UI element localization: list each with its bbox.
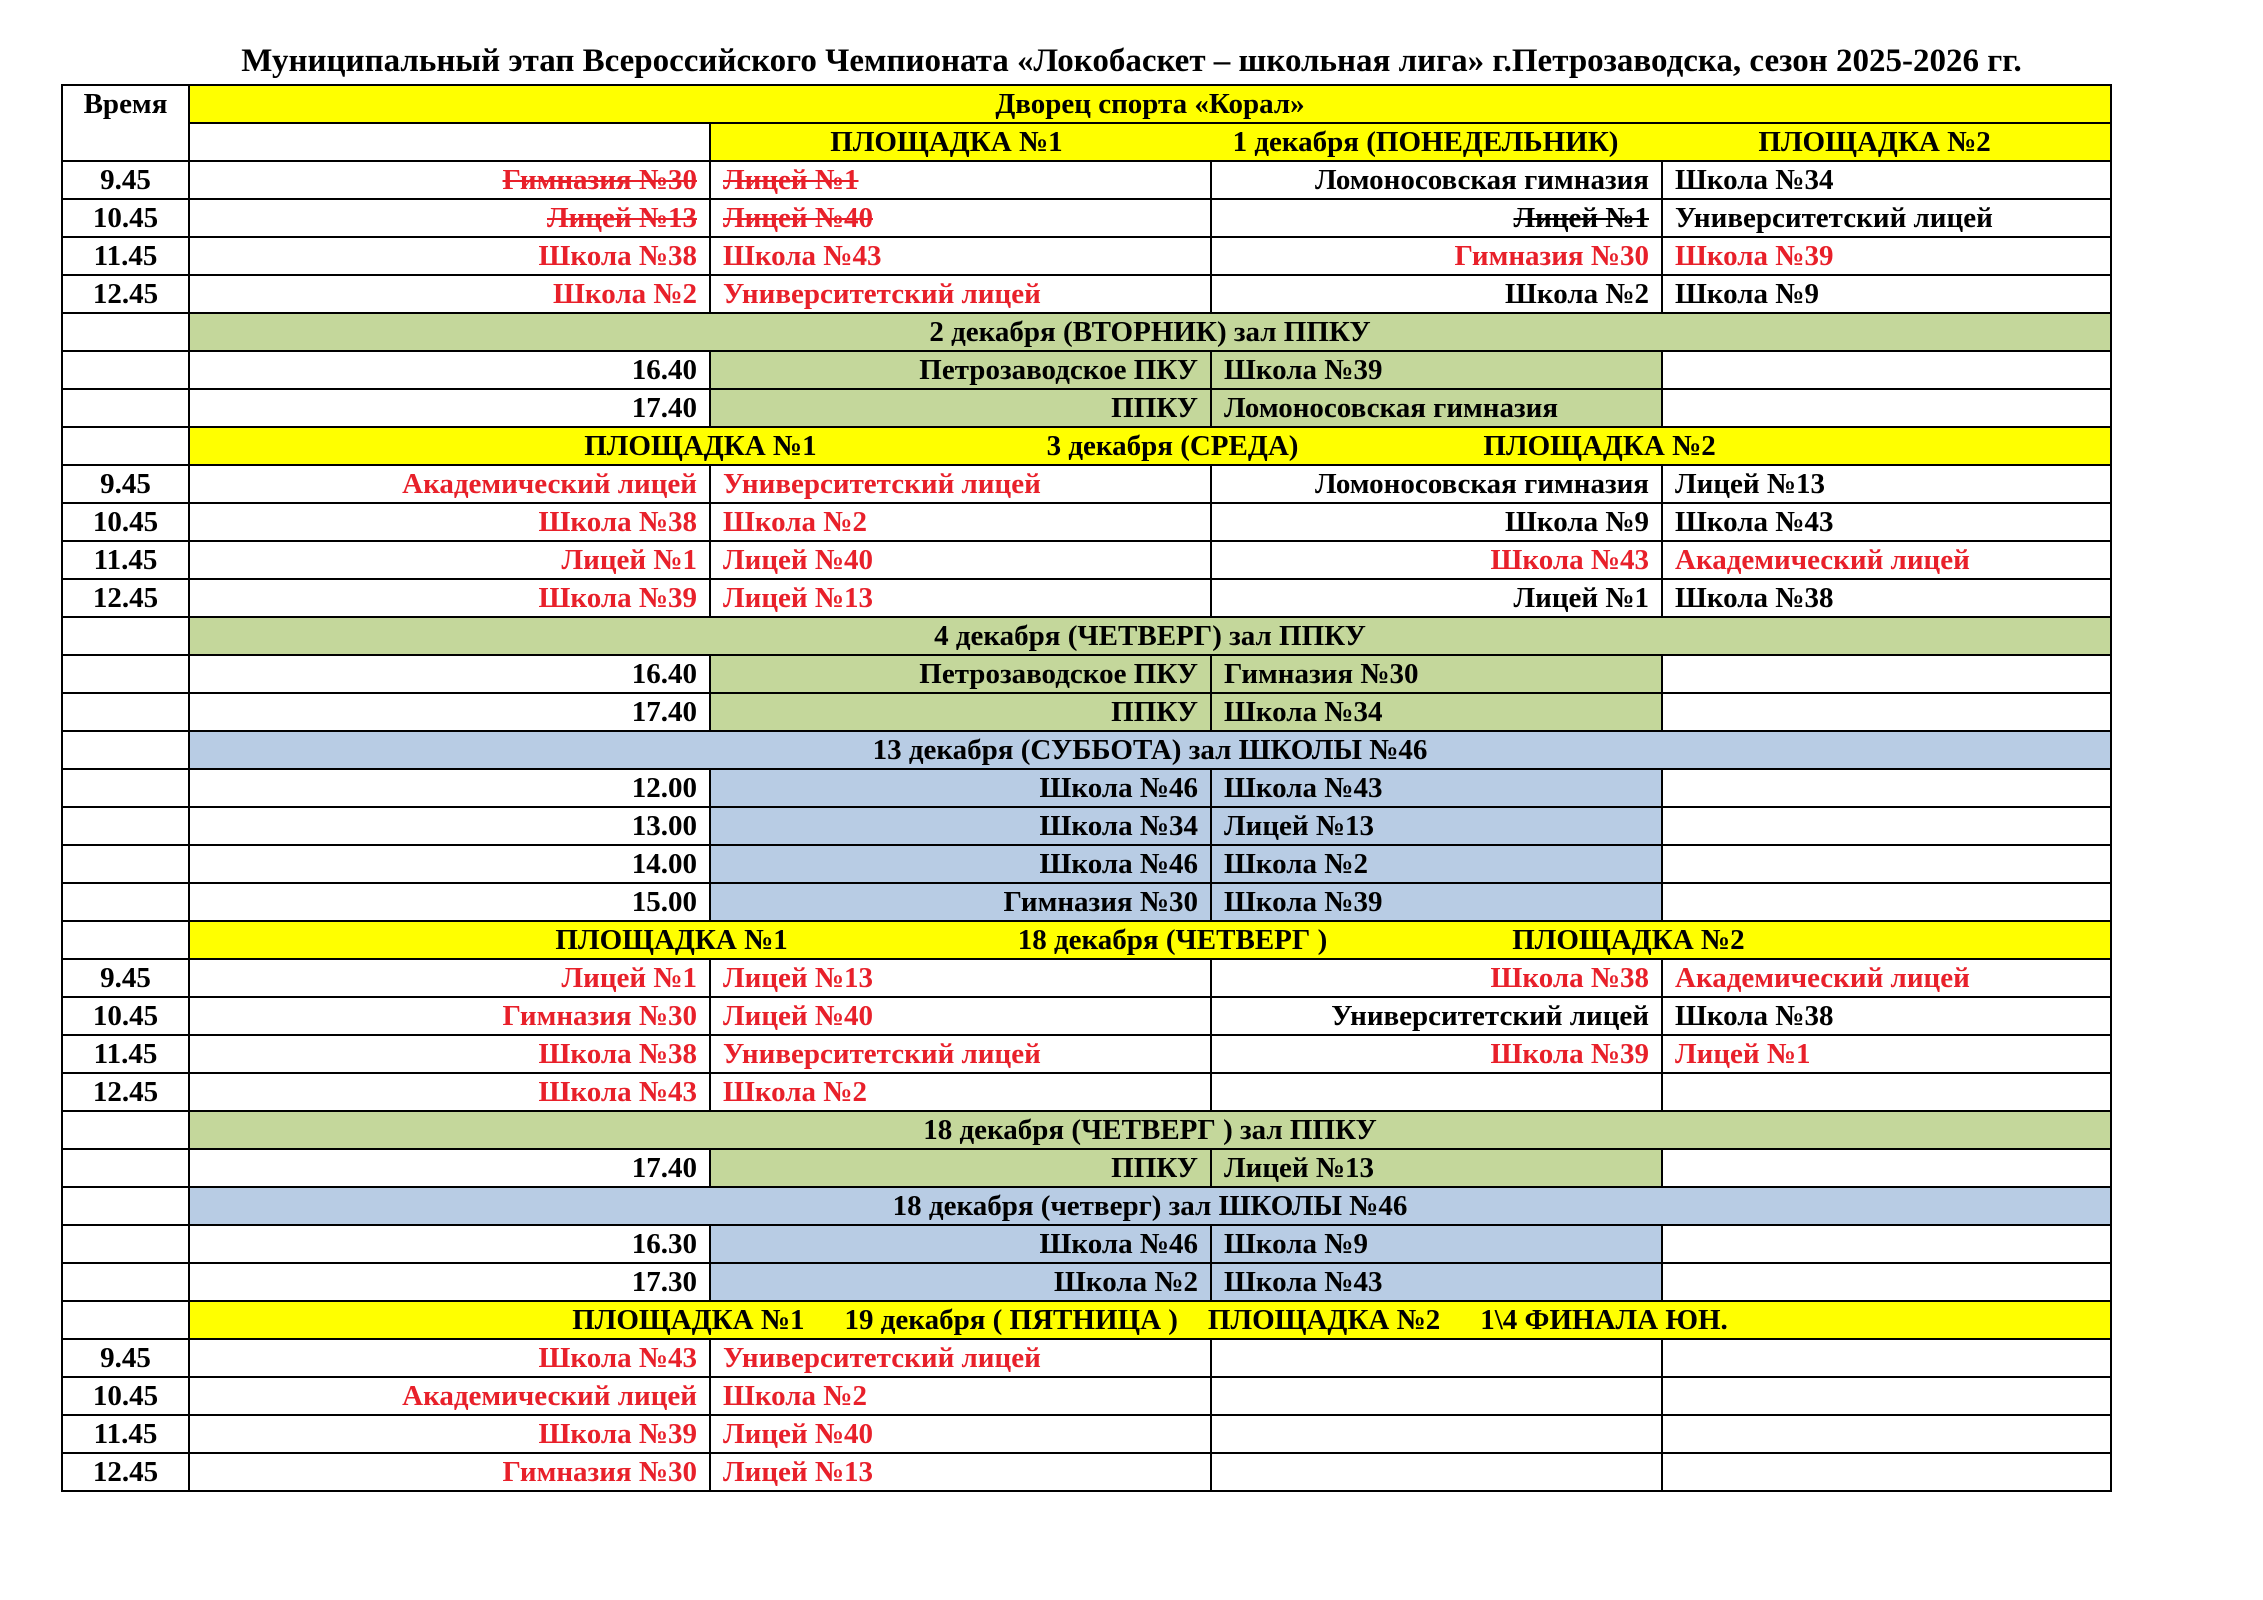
away-team: Школа №43 (1211, 769, 1662, 807)
court-2-home-team: Лицей №1 (1211, 579, 1662, 617)
game-row (62, 389, 2111, 427)
empty-cell (1662, 807, 2111, 845)
header-row-venue (62, 85, 2111, 123)
court-header-line (723, 124, 2098, 160)
schedule-body (62, 85, 2111, 1491)
game-time: 12.00 (189, 769, 710, 807)
court-1-away-team: Лицей №13 (710, 1453, 1211, 1491)
court-2-home-team: Ломоносовская гимназия (1211, 465, 1662, 503)
game-row (62, 997, 2111, 1035)
court-1-away-team: Университетский лицей (710, 275, 1211, 313)
court-header-line (202, 1302, 2098, 1338)
game-time: 10.45 (62, 1377, 189, 1415)
time-cell-empty (62, 921, 189, 959)
court-1-home-team: Школа №38 (189, 237, 710, 275)
empty-cell (1662, 1263, 2111, 1301)
home-team: Петрозаводское ПКУ (710, 351, 1211, 389)
court-header (189, 921, 2111, 959)
game-time: 11.45 (62, 1035, 189, 1073)
home-team: ППКУ (710, 389, 1211, 427)
time-cell-empty (62, 617, 189, 655)
court-1-away-team: Университетский лицей (710, 465, 1211, 503)
away-team: Лицей №13 (1211, 1149, 1662, 1187)
court-1-home-team: Лицей №1 (189, 541, 710, 579)
court-1-away-team: Лицей №40 (710, 541, 1211, 579)
court-header-line (202, 428, 2098, 464)
court-2-home-team (1211, 1453, 1662, 1491)
game-time: 14.00 (189, 845, 710, 883)
round-note-label: 1\4 ФИНАЛА ЮН. (1480, 1304, 1728, 1336)
time-cell-empty (62, 351, 189, 389)
home-team: Гимназия №30 (710, 883, 1211, 921)
game-row (62, 275, 2111, 313)
court-2-away-team (1662, 1453, 2111, 1491)
court-1-home-team: Школа №43 (189, 1073, 710, 1111)
away-team: Школа №43 (1211, 1263, 1662, 1301)
venue-header: Дворец спорта «Корал» (189, 85, 2111, 123)
court-2-away-team: Академический лицей (1662, 959, 2111, 997)
time-cell-empty (62, 1225, 189, 1263)
empty-cell (1662, 389, 2111, 427)
court-1-home-team: Лицей №13 (189, 199, 710, 237)
game-time: 17.40 (189, 389, 710, 427)
game-time: 17.30 (189, 1263, 710, 1301)
court-1-home-team: Школа №39 (189, 579, 710, 617)
court-2-label: ПЛОЩАДКА №2 (1207, 1304, 1441, 1336)
court-1-away-team: Университетский лицей (710, 1035, 1211, 1073)
time-cell-empty (62, 427, 189, 465)
game-time: 11.45 (62, 541, 189, 579)
court-2-home-team (1211, 1415, 1662, 1453)
game-row (62, 769, 2111, 807)
game-time: 9.45 (62, 161, 189, 199)
game-time: 12.45 (62, 1453, 189, 1491)
court-1-away-team: Лицей №40 (710, 1415, 1211, 1453)
game-time: 10.45 (62, 503, 189, 541)
court-2-away-team: Школа №39 (1662, 237, 2111, 275)
day-date-label: 1 декабря (ПОНЕДЕЛЬНИК) (1232, 126, 1619, 158)
away-team: Гимназия №30 (1211, 655, 1662, 693)
court-2-home-team: Школа №38 (1211, 959, 1662, 997)
court-2-away-team: Университетский лицей (1662, 199, 2111, 237)
court-1-away-team: Лицей №40 (710, 997, 1211, 1035)
game-row (62, 883, 2111, 921)
court-header-line (202, 922, 2098, 958)
hall-day-header: 18 декабря (ЧЕТВЕРГ ) зал ППКУ (189, 1111, 2111, 1149)
court-1-home-team: Школа №38 (189, 1035, 710, 1073)
game-row (62, 1377, 2111, 1415)
court-1-home-team: Школа №2 (189, 275, 710, 313)
court-2-away-team (1662, 1073, 2111, 1111)
game-row (62, 959, 2111, 997)
home-team: Петрозаводское ПКУ (710, 655, 1211, 693)
court-2-home-team: Университетский лицей (1211, 997, 1662, 1035)
empty-cell (1662, 1225, 2111, 1263)
court-1-label: ПЛОЩАДКА №1 (830, 126, 1063, 158)
court-2-away-team: Школа №9 (1662, 275, 2111, 313)
day-date-label: 18 декабря (ЧЕТВЕРГ ) (1017, 924, 1328, 956)
home-team: Школа №46 (710, 845, 1211, 883)
court-2-home-team: Лицей №1 (1211, 199, 1662, 237)
game-time: 9.45 (62, 465, 189, 503)
empty-cell (1662, 351, 2111, 389)
hall-day-header: 18 декабря (четверг) зал ШКОЛЫ №46 (189, 1187, 2111, 1225)
court-2-home-team (1211, 1073, 1662, 1111)
court-2-home-team: Школа №43 (1211, 541, 1662, 579)
court-1-label: ПЛОЩАДКА №1 (584, 430, 817, 462)
game-time: 9.45 (62, 959, 189, 997)
empty-cell (1662, 1149, 2111, 1187)
court-header (189, 427, 2111, 465)
time-cell-empty (62, 1111, 189, 1149)
court-2-away-team: Школа №38 (1662, 997, 2111, 1035)
court-1-away-team: Лицей №13 (710, 579, 1211, 617)
away-team: Школа №39 (1211, 351, 1662, 389)
court-1-away-team: Лицей №40 (710, 199, 1211, 237)
court-header-row (62, 123, 2111, 161)
time-column-header: Время (62, 85, 189, 161)
court-2-home-team: Ломоносовская гимназия (1211, 161, 1662, 199)
time-cell-empty (62, 769, 189, 807)
empty-cell (1662, 845, 2111, 883)
time-cell-empty (62, 313, 189, 351)
game-time: 11.45 (62, 1415, 189, 1453)
time-cell-empty (62, 693, 189, 731)
game-time: 16.40 (189, 655, 710, 693)
empty-cell (1662, 883, 2111, 921)
game-row (62, 465, 2111, 503)
court-1-away-team: Школа №2 (710, 1377, 1211, 1415)
game-time: 12.45 (62, 275, 189, 313)
hall-day-header: 4 декабря (ЧЕТВЕРГ) зал ППКУ (189, 617, 2111, 655)
time-cell-empty (62, 883, 189, 921)
game-row (62, 655, 2111, 693)
home-team: Школа №46 (710, 769, 1211, 807)
court-1-home-team: Школа №43 (189, 1339, 710, 1377)
court-header-row (62, 1301, 2111, 1339)
court-2-home-team (1211, 1339, 1662, 1377)
game-time: 12.45 (62, 1073, 189, 1111)
court-1-home-team: Школа №38 (189, 503, 710, 541)
court-2-label: ПЛОЩАДКА №2 (1758, 126, 1991, 158)
time-cell-empty (189, 123, 710, 161)
court-2-away-team: Школа №38 (1662, 579, 2111, 617)
schedule-table (61, 84, 2112, 1492)
away-team: Ломоносовская гимназия (1211, 389, 1662, 427)
game-time: 10.45 (62, 199, 189, 237)
court-2-away-team: Школа №34 (1662, 161, 2111, 199)
game-row (62, 1225, 2111, 1263)
home-team: Школа №46 (710, 1225, 1211, 1263)
home-team: ППКУ (710, 1149, 1211, 1187)
court-1-home-team: Академический лицей (189, 1377, 710, 1415)
away-team: Лицей №13 (1211, 807, 1662, 845)
hall-day-header: 2 декабря (ВТОРНИК) зал ППКУ (189, 313, 2111, 351)
court-1-home-team: Лицей №1 (189, 959, 710, 997)
court-1-home-team: Гимназия №30 (189, 161, 710, 199)
court-header (189, 1301, 2111, 1339)
game-row (62, 845, 2111, 883)
game-time: 9.45 (62, 1339, 189, 1377)
court-1-away-team: Лицей №13 (710, 959, 1211, 997)
time-cell-empty (62, 731, 189, 769)
home-team: Школа №34 (710, 807, 1211, 845)
document-title: Муниципальный этап Всероссийского Чемпионата «Локобаскет – школьная лига» г.Петрозаводска, сезон 2025-2026 гг. (241, 43, 2022, 79)
court-1-away-team: Университетский лицей (710, 1339, 1211, 1377)
empty-cell (1662, 769, 2111, 807)
court-2-away-team: Академический лицей (1662, 541, 2111, 579)
game-row (62, 503, 2111, 541)
court-2-home-team: Гимназия №30 (1211, 237, 1662, 275)
home-team: Школа №2 (710, 1263, 1211, 1301)
hall-header-row (62, 617, 2111, 655)
away-team: Школа №9 (1211, 1225, 1662, 1263)
hall-header-row (62, 1187, 2111, 1225)
time-cell-empty (62, 807, 189, 845)
game-time: 15.00 (189, 883, 710, 921)
game-time: 16.40 (189, 351, 710, 389)
day-date-label: 3 декабря (СРЕДА) (1046, 430, 1299, 462)
hall-header-row (62, 313, 2111, 351)
game-row (62, 237, 2111, 275)
game-row (62, 199, 2111, 237)
time-cell-empty (62, 655, 189, 693)
court-1-label: ПЛОЩАДКА №1 (572, 1304, 805, 1336)
hall-header-row (62, 731, 2111, 769)
court-header-row (62, 921, 2111, 959)
time-cell-empty (62, 1263, 189, 1301)
game-row (62, 807, 2111, 845)
game-time: 12.45 (62, 579, 189, 617)
game-row (62, 1073, 2111, 1111)
court-2-away-team (1662, 1339, 2111, 1377)
hall-day-header: 13 декабря (СУББОТА) зал ШКОЛЫ №46 (189, 731, 2111, 769)
game-row (62, 351, 2111, 389)
court-2-home-team (1211, 1377, 1662, 1415)
game-time: 17.40 (189, 693, 710, 731)
game-row (62, 1263, 2111, 1301)
court-1-away-team: Школа №2 (710, 1073, 1211, 1111)
hall-header-row (62, 1111, 2111, 1149)
court-2-label: ПЛОЩАДКА №2 (1483, 430, 1716, 462)
away-team: Школа №34 (1211, 693, 1662, 731)
court-1-away-team: Школа №43 (710, 237, 1211, 275)
court-2-away-team: Лицей №1 (1662, 1035, 2111, 1073)
game-row (62, 541, 2111, 579)
game-row (62, 1339, 2111, 1377)
court-header-row (62, 427, 2111, 465)
court-2-home-team: Школа №2 (1211, 275, 1662, 313)
game-time: 10.45 (62, 997, 189, 1035)
court-2-label: ПЛОЩАДКА №2 (1512, 924, 1745, 956)
game-row (62, 1453, 2111, 1491)
time-cell-empty (62, 1301, 189, 1339)
court-2-away-team (1662, 1415, 2111, 1453)
court-1-away-team: Лицей №1 (710, 161, 1211, 199)
day-date-label: 19 декабря ( ПЯТНИЦА ) (844, 1304, 1178, 1336)
court-2-away-team (1662, 1377, 2111, 1415)
time-cell-empty (62, 845, 189, 883)
empty-cell (1662, 655, 2111, 693)
time-cell-empty (62, 389, 189, 427)
home-team: ППКУ (710, 693, 1211, 731)
game-row (62, 161, 2111, 199)
game-time: 17.40 (189, 1149, 710, 1187)
court-2-home-team: Школа №9 (1211, 503, 1662, 541)
court-1-label: ПЛОЩАДКА №1 (555, 924, 788, 956)
court-1-home-team: Гимназия №30 (189, 997, 710, 1035)
court-1-away-team: Школа №2 (710, 503, 1211, 541)
court-2-away-team: Школа №43 (1662, 503, 2111, 541)
game-row (62, 579, 2111, 617)
time-cell-empty (62, 1187, 189, 1225)
court-2-home-team: Школа №39 (1211, 1035, 1662, 1073)
game-row (62, 1149, 2111, 1187)
game-time: 13.00 (189, 807, 710, 845)
empty-cell (1662, 693, 2111, 731)
away-team: Школа №2 (1211, 845, 1662, 883)
away-team: Школа №39 (1211, 883, 1662, 921)
game-time: 16.30 (189, 1225, 710, 1263)
court-2-away-team: Лицей №13 (1662, 465, 2111, 503)
game-row (62, 693, 2111, 731)
game-row (62, 1415, 2111, 1453)
court-1-home-team: Школа №39 (189, 1415, 710, 1453)
court-1-home-team: Гимназия №30 (189, 1453, 710, 1491)
game-time: 11.45 (62, 237, 189, 275)
game-row (62, 1035, 2111, 1073)
time-cell-empty (62, 1149, 189, 1187)
court-1-home-team: Академический лицей (189, 465, 710, 503)
court-header (710, 123, 2111, 161)
